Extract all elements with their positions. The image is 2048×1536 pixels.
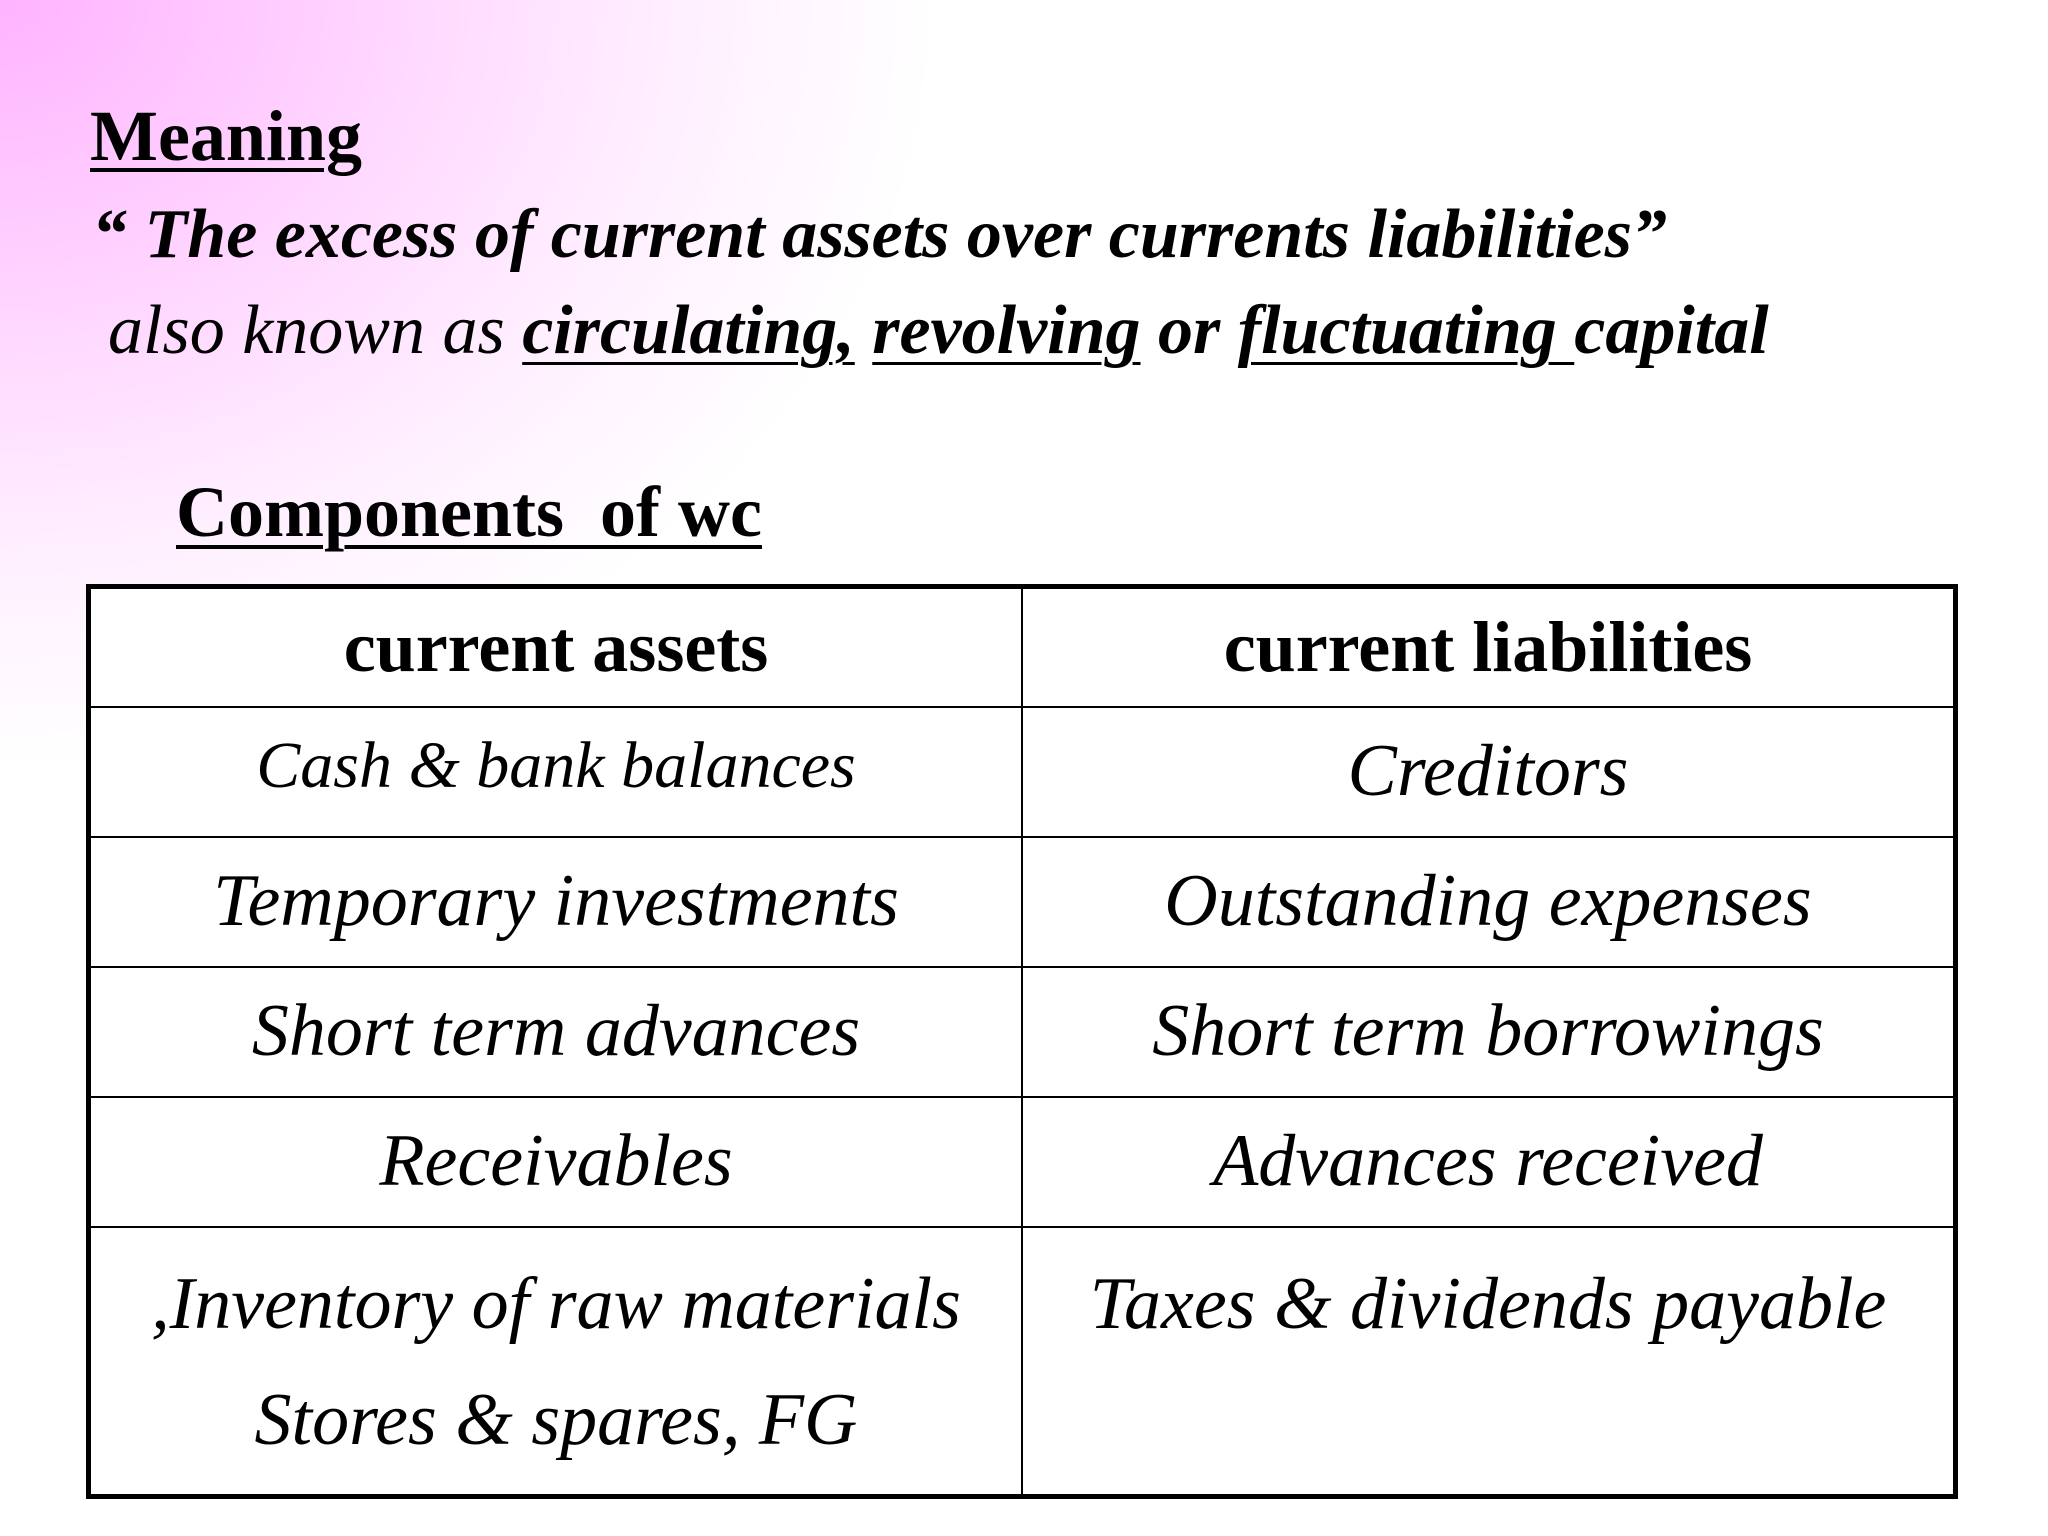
asset-line-inventory: ,Inventory of raw materials bbox=[151, 1263, 961, 1345]
asset-cell: Short term advances bbox=[89, 967, 1023, 1097]
table-row bbox=[89, 1227, 1956, 1497]
liability-cell bbox=[1022, 1227, 1956, 1497]
components-table bbox=[86, 584, 1958, 1499]
table-row bbox=[89, 707, 1956, 837]
table-row bbox=[89, 967, 1956, 1097]
meaning-heading: Meaning bbox=[90, 96, 363, 176]
aka-suffix: capital bbox=[1574, 292, 1769, 369]
asset-cell: Receivables bbox=[89, 1097, 1023, 1227]
table-header-row bbox=[89, 587, 1956, 708]
asset-cell: Temporary investments bbox=[89, 837, 1023, 967]
components-heading: Components of wc bbox=[176, 472, 762, 552]
liability-cell: Advances received bbox=[1022, 1097, 1956, 1227]
table-row bbox=[89, 837, 1956, 967]
aka-or: or bbox=[1158, 292, 1221, 369]
asset-cell: Cash & bank balances bbox=[89, 707, 1023, 837]
table-row bbox=[89, 1097, 1956, 1227]
header-current-assets: current assets bbox=[89, 587, 1023, 708]
liability-line-taxes: Taxes & dividends payable bbox=[1089, 1263, 1887, 1345]
liability-cell: Creditors bbox=[1022, 707, 1956, 837]
liability-cell: Short term borrowings bbox=[1022, 967, 1956, 1097]
asset-cell bbox=[89, 1227, 1023, 1497]
term-revolving: revolving bbox=[872, 292, 1141, 369]
liability-cell: Outstanding expenses bbox=[1022, 837, 1956, 967]
aka-prefix: also known as bbox=[108, 292, 505, 369]
header-current-liabilities: current liabilities bbox=[1022, 587, 1956, 708]
asset-line-stores: Stores & spares, FG bbox=[254, 1379, 858, 1461]
definition-quote: “ The excess of current assets over currents liabilities” bbox=[92, 196, 1667, 273]
also-known-as-line bbox=[108, 292, 1769, 369]
term-fluctuating: fluctuating bbox=[1237, 292, 1575, 369]
term-circulating: circulating, bbox=[522, 292, 855, 369]
